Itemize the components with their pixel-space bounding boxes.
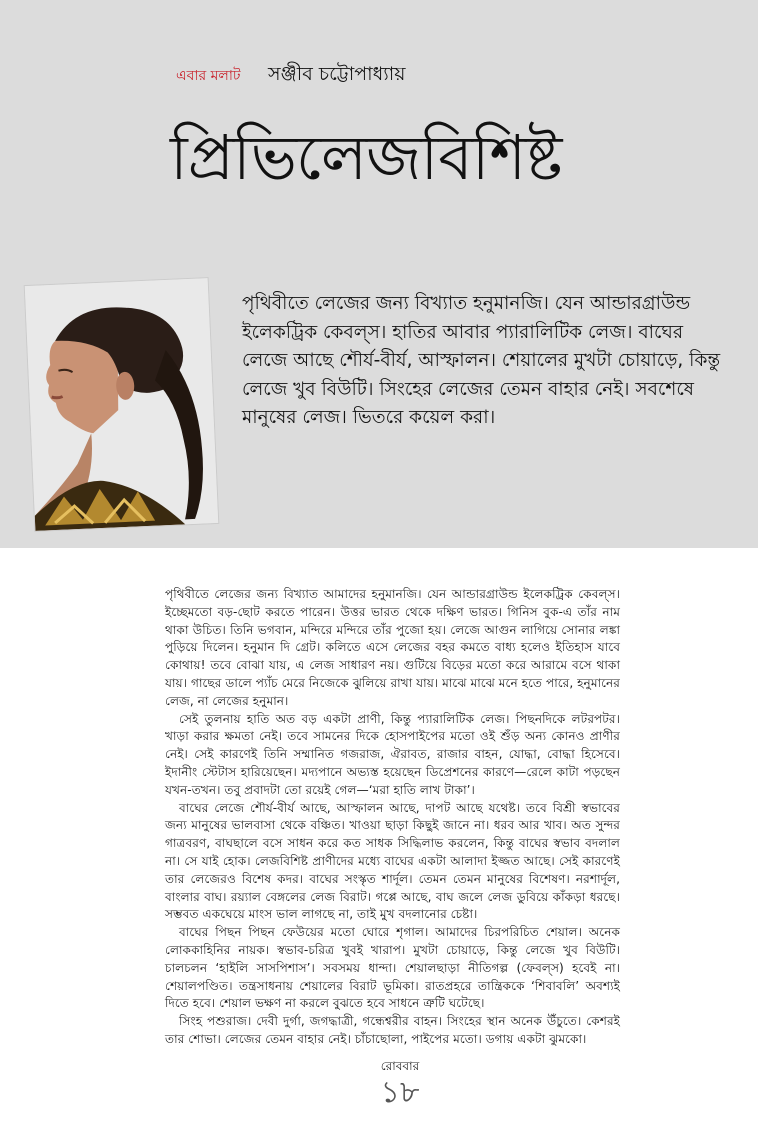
- lede-paragraph: [242, 290, 722, 433]
- magazine-day: রোববার: [380, 1059, 420, 1073]
- author-name: সঞ্জীব চট্টোপাধ্যায়: [268, 63, 406, 85]
- page-edge: [758, 0, 770, 548]
- article-title: প্রিভিলেজবিশিষ্ট: [170, 121, 562, 194]
- woman-ponytail-image: [25, 278, 219, 531]
- body-paragraph: পৃথিবীতে লেজের জন্য বিখ্যাত আমাদের হনুমানজি। যেন আন্ডারগ্রাউন্ড ইলেকট্রিক কেবল্‌স। ইচ্ছেমতো বড়-ছোট করতে পারেন। উত্তর ভারত থেকে দক্ষিণ ভারত। গিনিস বুক-এ তাঁর নাম থাকা উচিত। তিনি ভগবান, মন্দিরে মন্দিরে তাঁর পুজো হয়। লেজে আগুন লাগিয়ে সোনার লঙ্কা পুড়িয়ে দিলেন। হনুমান দি গ্রেট। কলিতে এসে লেজের বহর কমতে বাধ্য হলেও ইতিহাস যাবে কোথায়! তবে বোঝা যায়, এ লেজ সাধারণ নয়। গুটিয়ে বিড়ের মতো করে আরামে বসে থাকা যায়। গাছের ডালে প্যাঁচ মেরে নিজেকে ঝুলিয়ে রাখা যায়। মাঝে মাঝে মনে হতে পারে, হনুমানের লেজ, না লেজের হনুমান।: [165, 587, 620, 708]
- page-number: ১৮: [380, 1075, 420, 1110]
- body-paragraph: সেই তুলনায় হাতি অত বড় একটা প্রাণী, কিন্তু প্যারালিটিক লেজ। পিছনদিকে লটরপটর। খাড়া করার ক্ষমতা নেই। তবে সামনের দিকে হোসপাইপের মতো ওই শুঁড় অন্য কোনও প্রাণীর নেই। সেই কারণেই তিনি সম্মানিত গজরাজ, ঐরাবত, রাজার বাহন, যোদ্ধা, বোদ্ধা হিসেবে। ইদানীং স্টেটাস হারিয়েছেন। মদ্যপানে অভ্যস্ত হয়েছেন ডিপ্রেশনের কারণে—রেলে কাটা পড়ছেন যখন-তখন। তবু প্রবাদটা তো রয়েই গেল—‘মরা হাতি লাখ টাকা’।: [165, 711, 620, 797]
- body-paragraph: বাঘের পিছন পিছন ফেউয়ের মতো ঘোরে শৃগাল। আমাদের চিরপরিচিত শেয়াল। অনেক লোককাহিনির নায়ক। স্বভাব-চরিত্র খুবই খারাপ। মুখটা চোয়াড়ে, কিন্তু লেজে খুব বিউটি। চালচলন ‘হাইলি সাসপিশাস’। সবসময় ধান্দা। শেয়ালছাড়া নীতিগল্প (ফেবল্‌স) হবেই না। শেয়ালপণ্ডিত। তন্ত্রসাধনায় শেয়ালের বিরাট ভূমিকা। রাতপ্রহরে তান্ত্রিককে ‘শিবাবলি’ অবশ্যই দিতে হবে। শেয়াল ভক্ষণ না করলে বুঝতে হবে সাধনে ত্রুটি ঘটেছে।: [165, 925, 620, 1011]
- article-body: [165, 586, 620, 1049]
- page-folio: [360, 1058, 440, 1108]
- body-paragraph: বাঘের লেজে শৌর্য-বীর্য আছে, আস্ফালন আছে, দাপট আছে যথেষ্ট। তবে বিশ্রী স্বভাবের জন্য মানুষের ভালবাসা থেকে বঞ্চিত। খাওয়া ছাড়া কিছুই জানে না। ধরব আর খাব। অত সুন্দর গাত্রবরণ, বাঘছালে বসে সাধন করে কত সাধক সিদ্ধিলাভ করলেন, কিন্তু বাঘের স্বভাব বদলাল না। সে যাই হোক। লেজবিশিষ্ট প্রাণীদের মধ্যে বাঘের একটা আলাদা ইজ্জত আছে। সেই কারণেই তার লেজেরও বিশেষ কদর। বাঘের সংস্কৃত শার্দূল। তেমন তেমন মানুষের বিশেষণ। নরশার্দূল, বাংলার বাঘ। রয়্যাল বেঙ্গলের লেজ বিরাট। গপ্পে আছে, বাঘ জলে লেজ ডুবিয়ে কাঁকড়া ধরছে। সম্ভবত একঘেয়ে মাংস ভাল লাগছে না, তাই মুখ বদলানোর চেষ্টা।: [165, 800, 620, 922]
- body-paragraph: সিংহ পশুরাজ। দেবী দুর্গা, জগদ্ধাত্রী, গন্ধেশ্বরীর বাহন। সিংহের স্থান অনেক উঁচুতে। কেশরই তার শোভা। লেজের তেমন বাহার নেই। চাঁচাছোলা, পাইপের মতো। ডগায় একটা ঝুমকো।: [165, 1014, 620, 1046]
- lede-text: পৃথিবীতে লেজের জন্য বিখ্যাত হনুমানজি। যেন আন্ডারগ্রাউন্ড ইলেকট্রিক কেবল্‌স। হাতির আবার প্যারালিটিক লেজ। বাঘের লেজে আছে শৌর্য-বীর্য, আস্ফালন। শেয়ালের মুখটা চোয়াড়ে, কিন্তু লেজে খুব বিউটি। সিংহের লেজের তেমন বাহার নেই। সবশেষে মানুষের লেজ। ভিতরে কয়েল করা।: [242, 293, 721, 428]
- portrait-photo: [25, 278, 219, 531]
- series-label: এবার মলাট: [176, 68, 241, 84]
